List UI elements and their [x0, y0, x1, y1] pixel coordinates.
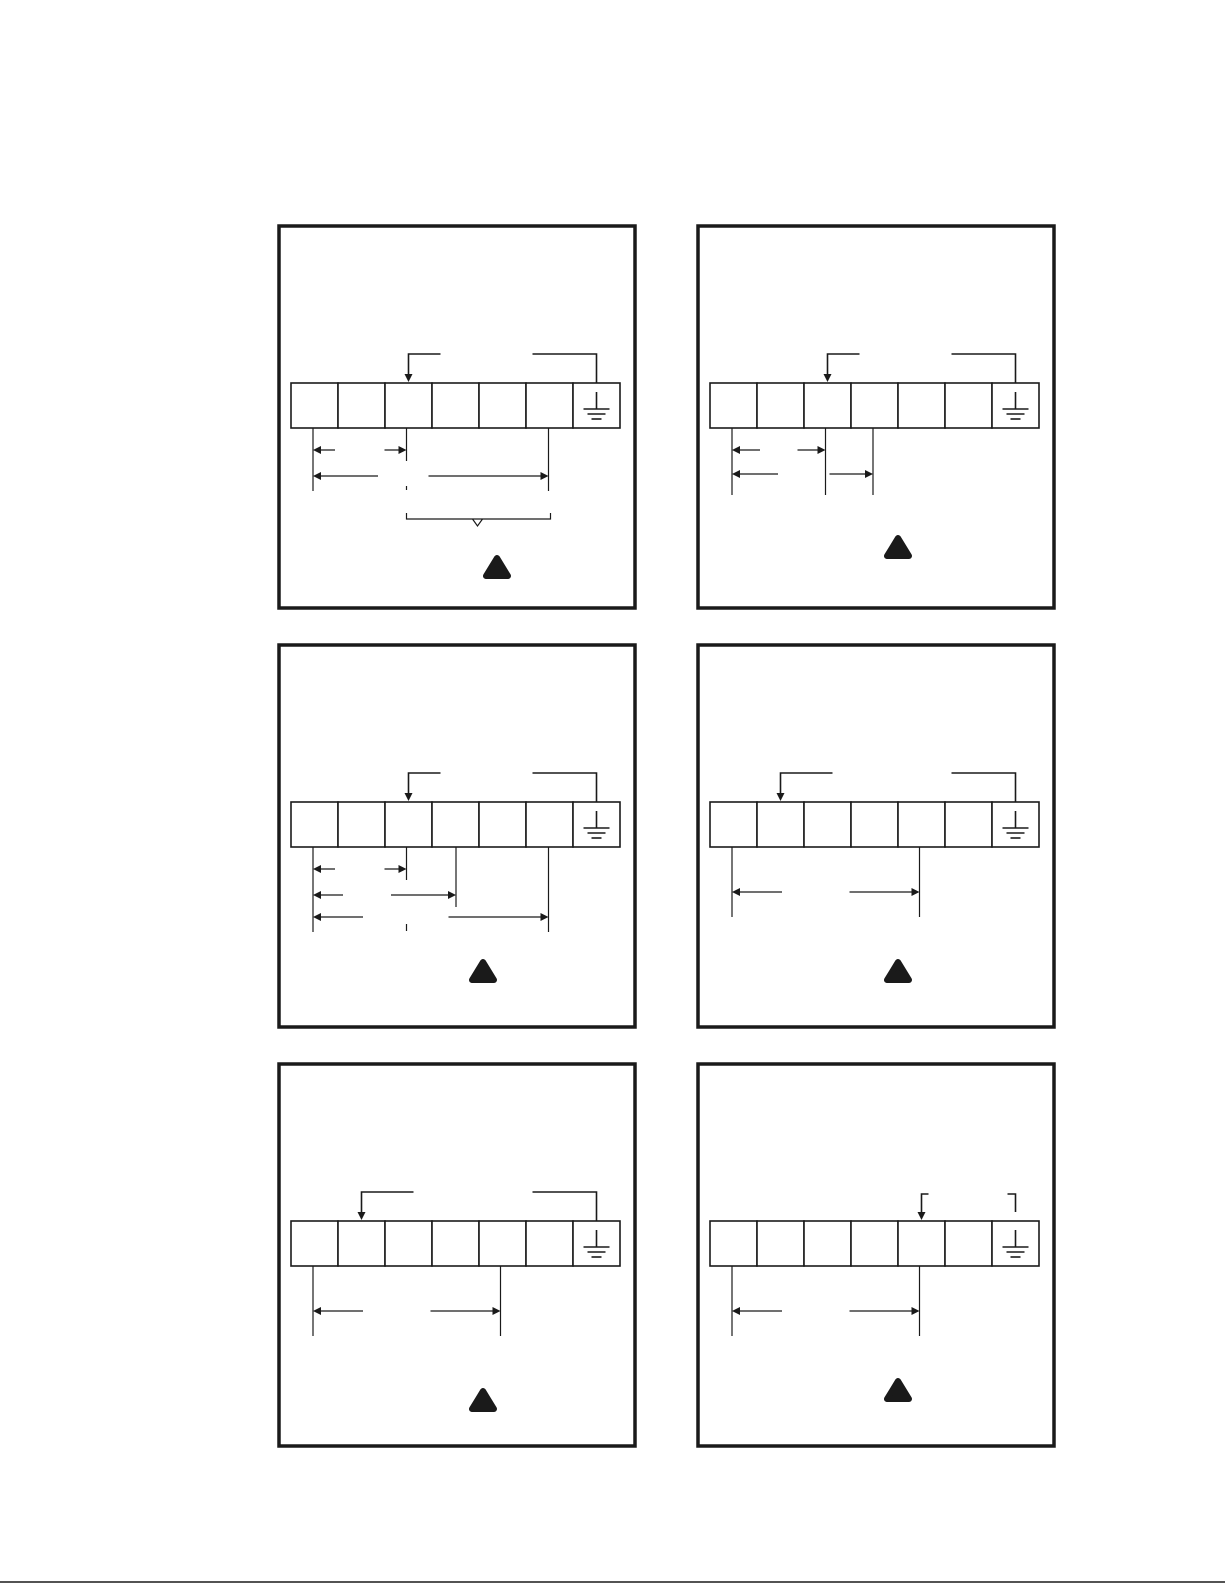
panels-layer [279, 226, 1054, 1446]
terminal-cell [804, 383, 851, 428]
terminal-strip [291, 1221, 620, 1266]
terminal-cell [851, 1221, 898, 1266]
terminal-cell [526, 383, 573, 428]
terminal-cell [291, 1221, 338, 1266]
terminal-cell [479, 802, 526, 847]
terminal-cell [526, 802, 573, 847]
terminal-cell [710, 1221, 757, 1266]
terminal-cell [898, 802, 945, 847]
terminal-cell [804, 1221, 851, 1266]
terminal-cell [945, 1221, 992, 1266]
terminal-cell [710, 802, 757, 847]
terminal-cell [851, 802, 898, 847]
terminal-strip [291, 383, 620, 428]
terminal-cell [432, 802, 479, 847]
terminal-cell [385, 383, 432, 428]
terminal-cell [479, 1221, 526, 1266]
terminal-cell [945, 802, 992, 847]
terminal-cell [526, 1221, 573, 1266]
terminal-strip [710, 1221, 1039, 1266]
terminal-cell [804, 802, 851, 847]
terminal-strip [710, 802, 1039, 847]
terminal-cell [710, 383, 757, 428]
terminal-cell [757, 383, 804, 428]
terminal-cell [385, 1221, 432, 1266]
terminal-cell [338, 1221, 385, 1266]
terminal-cell [945, 383, 992, 428]
terminal-cell [898, 383, 945, 428]
panel-middle-right [698, 645, 1054, 1027]
terminal-cell [432, 383, 479, 428]
terminal-cell [757, 1221, 804, 1266]
panel-bottom-right [698, 1064, 1054, 1446]
terminal-cell [385, 802, 432, 847]
terminal-cell [338, 383, 385, 428]
terminal-cell [479, 383, 526, 428]
terminal-strip [710, 383, 1039, 428]
terminal-cell [757, 802, 804, 847]
terminal-cell [898, 1221, 945, 1266]
terminal-cell [338, 802, 385, 847]
terminal-cell [291, 383, 338, 428]
panel-middle-left [279, 645, 635, 1027]
panel-bottom-left [279, 1064, 635, 1446]
terminal-cell [291, 802, 338, 847]
panel-top-right [698, 226, 1054, 608]
terminal-cell [851, 383, 898, 428]
terminal-cell [432, 1221, 479, 1266]
terminal-strip [291, 802, 620, 847]
panel-top-left [279, 226, 635, 608]
